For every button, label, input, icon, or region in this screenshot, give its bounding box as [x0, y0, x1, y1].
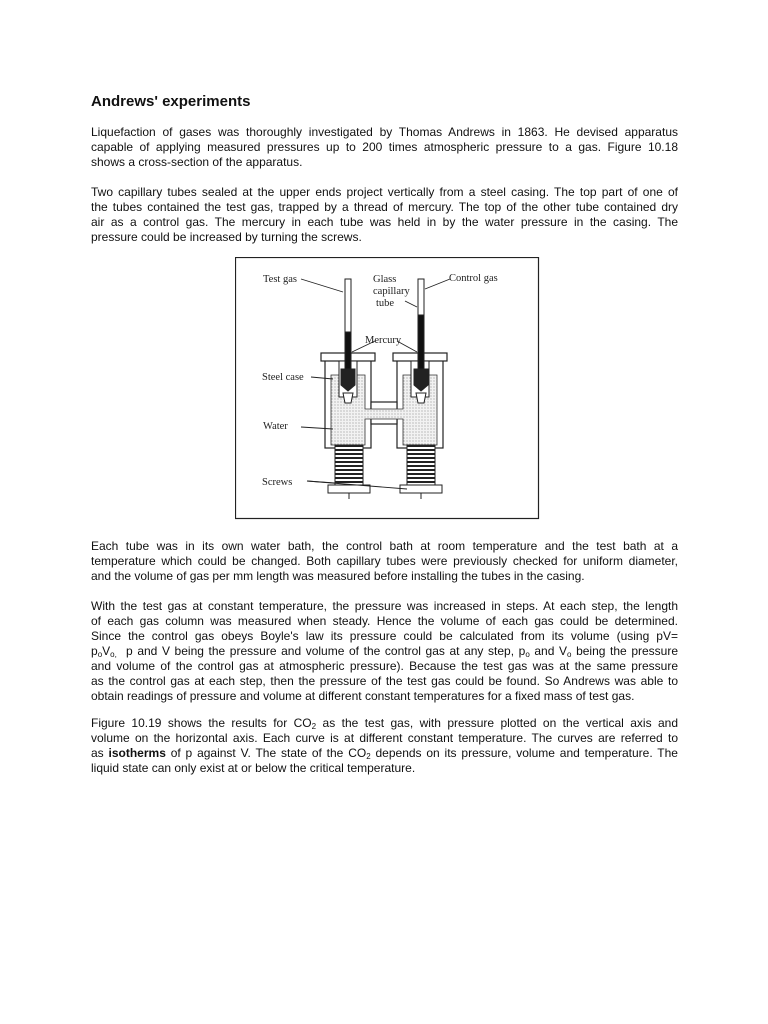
label-test-gas: Test gas — [263, 274, 297, 285]
mercury-control — [418, 315, 424, 377]
text-line: temperature which could be changed. Both capillary tubes were previously checked for uniform diameter, — [91, 554, 678, 568]
label-capillary: capillary — [373, 286, 410, 297]
paragraph-results — [91, 716, 678, 776]
label-screws: Screws — [262, 477, 293, 488]
apparatus-figure — [235, 257, 540, 520]
text-line: Liquefaction of gases was thoroughly investigated by Thomas Andrews in 1863. He devised apparatus — [91, 125, 678, 139]
paragraph-capillary-tubes — [91, 185, 678, 245]
text-line: capable of applying measured pressures up to 200 times atmospheric pressure to a gas. Figure 10.18 — [91, 140, 678, 154]
text-line: obtain readings of pressure and volume at different constant temperatures for a fixed mass of test gas. — [91, 689, 635, 703]
label-water: Water — [263, 421, 288, 432]
text-line: liquid state can only exist at or below the critical temperature. — [91, 761, 416, 775]
text-line: the tubes contained the test gas, trapped by a thread of mercury. The top of the other tube contained dry — [91, 200, 678, 214]
text-line: air as a control gas. The mercury in each tube was held in by the water pressure in the casing. The — [91, 215, 678, 229]
label-mercury: Mercury — [365, 335, 402, 346]
paragraph-intro — [91, 125, 678, 170]
text-line: of each gas column was measured when steady. Hence the volume of each gas could be determined. — [91, 614, 678, 628]
paragraph-water-bath — [91, 539, 678, 584]
text-line: and the volume of gas per mm length was measured before installing the tubes in the casing. — [91, 569, 585, 583]
text-line: shows a cross-section of the apparatus. — [91, 155, 303, 169]
label-glass: Glass — [373, 274, 397, 285]
text-line: and volume of the control gas at atmospheric pressure). Because the test gas was at the same pressure — [91, 659, 678, 673]
text-line: $p_oV_{o,}$ p and V being the pressure and volume of the control gas at any step, $p_o$ and $V_o$ being the pressure — [91, 644, 679, 659]
text-line: as isotherms of p against V. The state of the $CO_2$ depends on its pressure, volume and temperature. The — [91, 746, 678, 761]
text-line: as the control gas at each step, then the pressure of the test gas could be found. So Andrews was able to — [91, 674, 678, 688]
section-heading: Andrews' experiments — [91, 93, 251, 110]
text-line: Two capillary tubes sealed at the upper ends project vertically from a steel casing. The top part of one of — [91, 185, 678, 199]
text-line: Figure 10.19 shows the results for $CO_2$ as the test gas, with pressure plotted on the vertical axis and — [91, 716, 679, 731]
label-steel-case: Steel case — [262, 372, 304, 383]
paragraph-method — [91, 599, 678, 704]
text-line: Since the control gas obeys Boyle's law its pressure could be calculated from its volume (using pV= — [91, 629, 678, 643]
apparatus-diagram — [235, 257, 540, 520]
text-line: volume on the horizontal axis. Each curve is at different constant temperature. The curves are referred to — [91, 731, 678, 745]
label-tube: tube — [376, 298, 395, 309]
isotherms-term: isotherms — [108, 746, 166, 760]
text-line: With the test gas at constant temperature, the pressure was increased in steps. At each step, the length — [91, 599, 678, 613]
text-line: Each tube was in its own water bath, the control bath at room temperature and the test bath at a — [91, 539, 678, 553]
text-line: pressure could be increased by turning the screws. — [91, 230, 362, 244]
label-control-gas: Control gas — [449, 273, 498, 284]
